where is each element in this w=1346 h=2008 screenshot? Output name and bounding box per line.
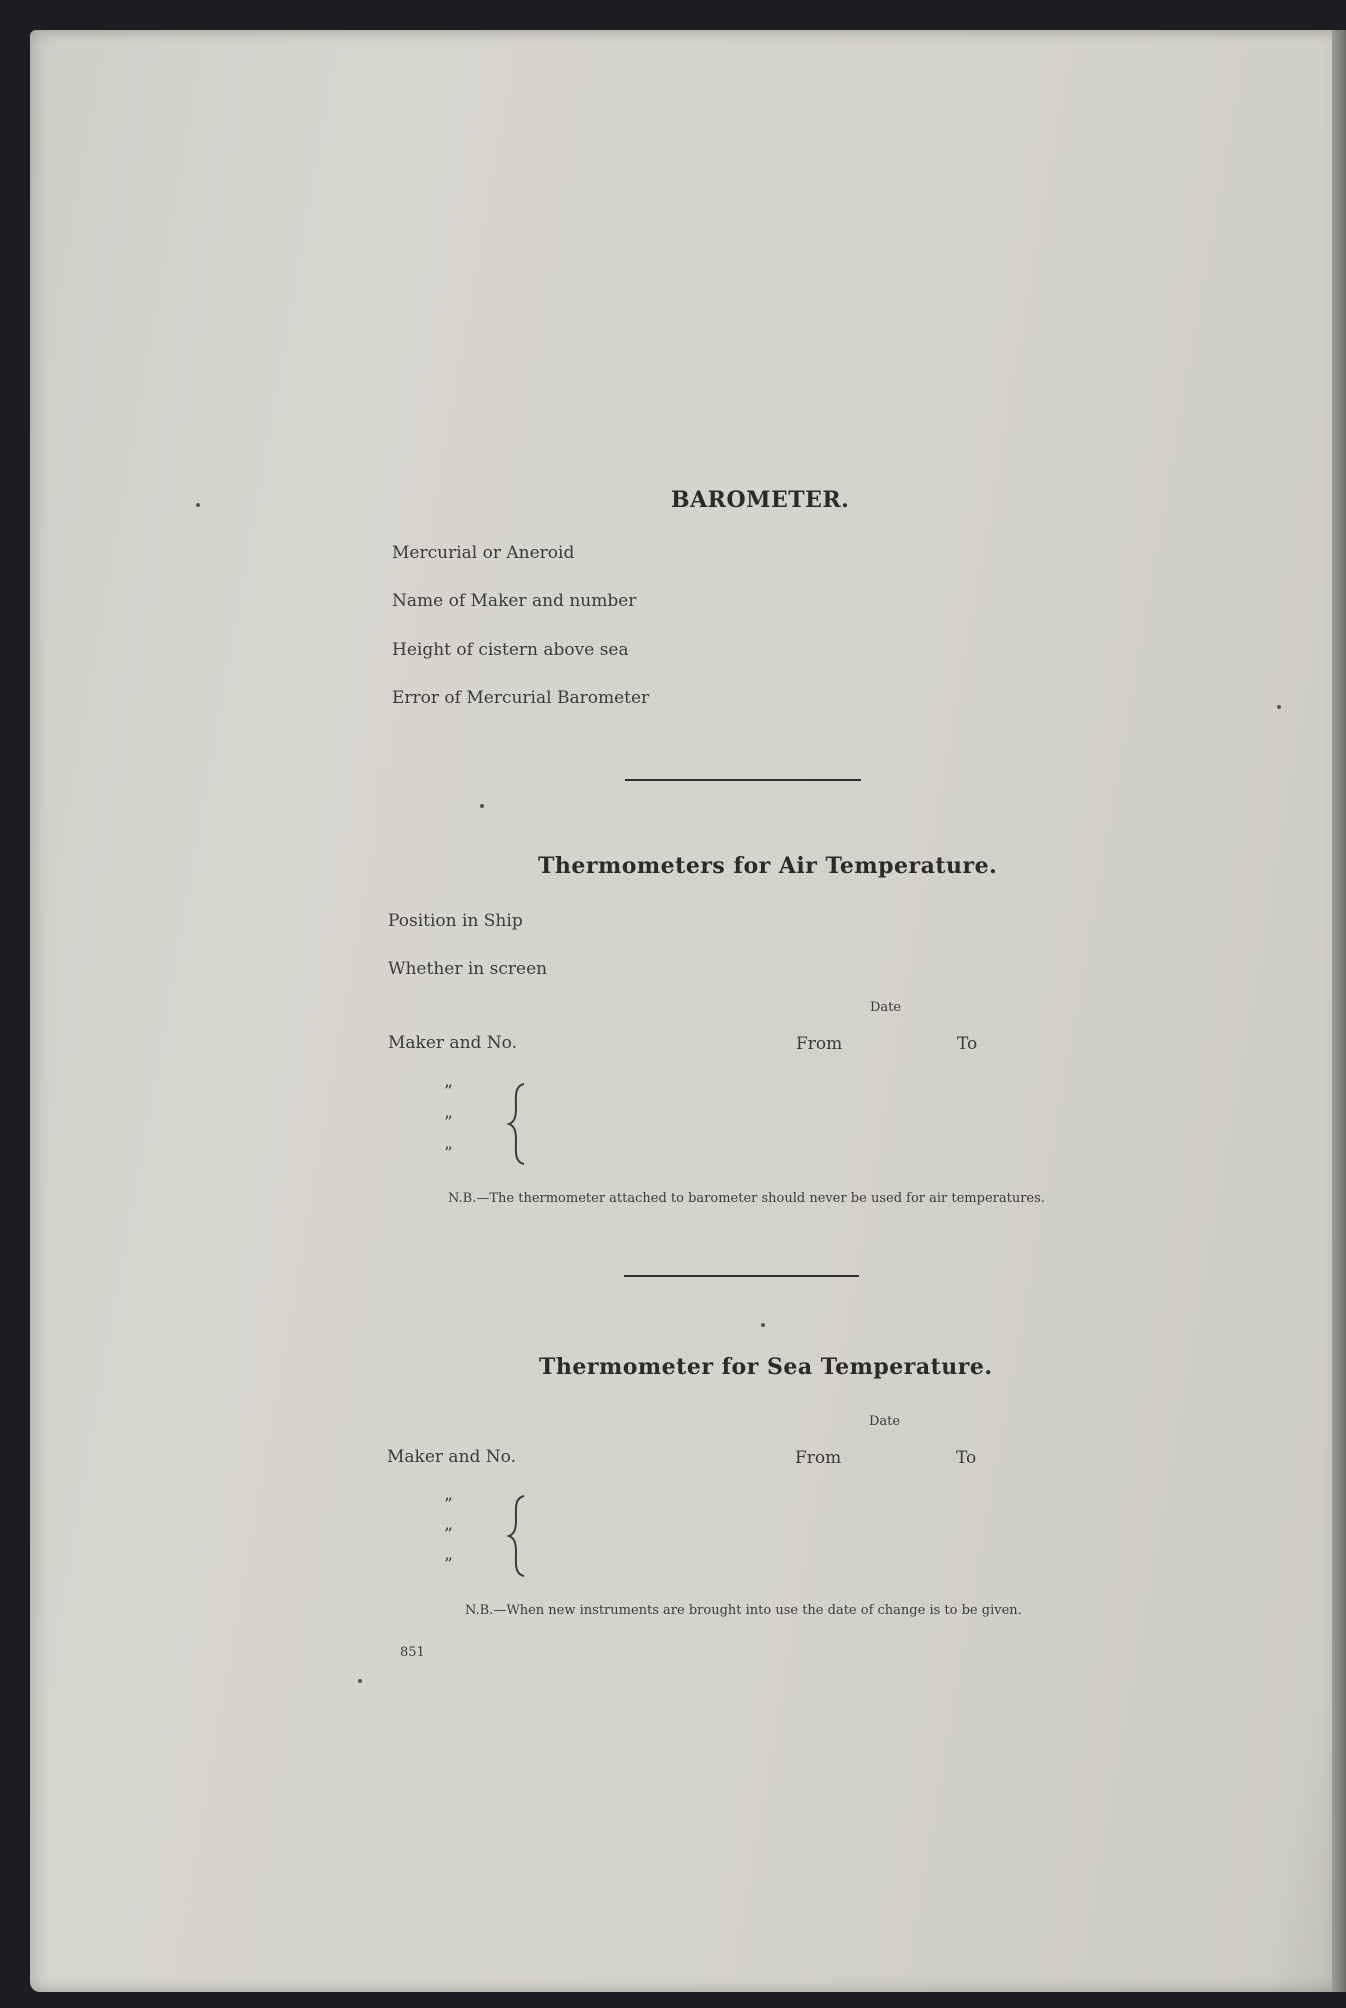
paper-speck bbox=[480, 804, 484, 808]
barometer-field-type: Mercurial or Aneroid bbox=[392, 543, 575, 563]
air-ditto-mark: ” bbox=[444, 1113, 453, 1133]
sea-ditto-mark: ” bbox=[444, 1555, 453, 1575]
book-spine-edge bbox=[1332, 30, 1346, 1992]
air-ditto-mark: ” bbox=[444, 1144, 453, 1164]
air-maker-label: Maker and No. bbox=[388, 1033, 518, 1053]
air-brace-icon bbox=[506, 1082, 530, 1166]
barometer-field-error: Error of Mercurial Barometer bbox=[392, 688, 650, 708]
sea-thermometer-heading: Thermometer for Sea Temperature. bbox=[539, 1354, 993, 1380]
sea-to-label: To bbox=[956, 1448, 977, 1468]
sea-date-label: Date bbox=[869, 1414, 901, 1429]
air-note: N.B.—The thermometer attached to barometer should never be used for air temperatures. bbox=[448, 1191, 1045, 1206]
air-field-screen: Whether in screen bbox=[388, 959, 548, 979]
section-divider-1 bbox=[625, 779, 861, 781]
form-page bbox=[30, 30, 1346, 1992]
sea-ditto-mark: ” bbox=[444, 1525, 453, 1545]
sea-note: N.B.—When new instruments are brought into use the date of change is to be given. bbox=[465, 1603, 1022, 1618]
air-from-label: From bbox=[796, 1034, 843, 1054]
paper-speck bbox=[196, 503, 200, 507]
paper-speck bbox=[761, 1323, 765, 1327]
paper-speck bbox=[1277, 705, 1281, 709]
barometer-heading: BAROMETER. bbox=[671, 487, 850, 513]
section-divider-2 bbox=[624, 1275, 859, 1277]
paper-speck bbox=[358, 1679, 362, 1683]
air-ditto-mark: ” bbox=[444, 1082, 453, 1102]
sea-brace-icon bbox=[506, 1494, 530, 1578]
form-number: 851 bbox=[400, 1645, 425, 1660]
sea-from-label: From bbox=[795, 1448, 842, 1468]
air-field-position: Position in Ship bbox=[388, 911, 523, 931]
air-date-label: Date bbox=[870, 1000, 902, 1015]
air-thermometers-heading: Thermometers for Air Temperature. bbox=[538, 853, 998, 879]
barometer-field-cistern-height: Height of cistern above sea bbox=[392, 640, 629, 660]
barometer-field-maker: Name of Maker and number bbox=[392, 591, 637, 611]
sea-ditto-mark: ” bbox=[444, 1495, 453, 1515]
sea-maker-label: Maker and No. bbox=[387, 1447, 517, 1467]
air-to-label: To bbox=[957, 1034, 978, 1054]
